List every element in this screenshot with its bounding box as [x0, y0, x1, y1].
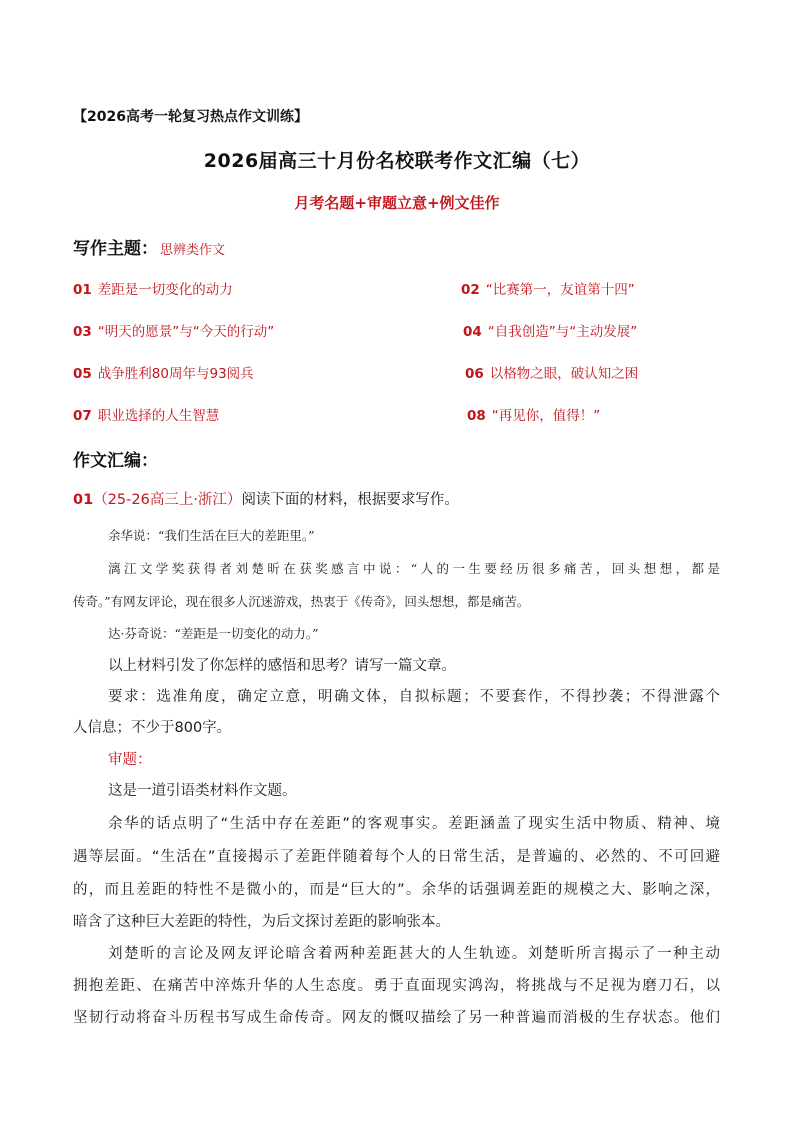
topic-number: 06 — [465, 366, 484, 382]
compilation-heading: 作文汇编： — [73, 451, 158, 471]
analysis-line: 余华的话点明了“生活中存在差距”的客观事实。差距涵盖了现实生活中物质、精神、境 — [108, 816, 720, 832]
page-subtitle: 月考名题+审题立意+例文佳作 — [294, 194, 500, 212]
topic-number: 05 — [73, 366, 92, 382]
analysis-line: 坚韧行动将奋斗历程书写成生命传奇。网友的慨叹描绘了另一种普遍而消极的生存状态。他们 — [73, 1010, 720, 1026]
topic-number: 08 — [467, 408, 486, 424]
topic-item — [461, 278, 635, 298]
topic-text: “再见你，值得！” — [491, 408, 601, 424]
analysis-label: 审题： — [108, 752, 152, 768]
topic-item — [73, 278, 233, 298]
topic-item — [467, 404, 600, 424]
page-title: 2026届高三十月份名校联考作文汇编（七） — [203, 150, 591, 172]
writing-theme — [73, 234, 225, 259]
topic-text: 战争胜利80周年与93阅兵 — [97, 366, 254, 382]
material-quote: 传奇。”有网友评论，现在很多人沉迷游戏，热衷于《传奇》，回头想想，都是痛苦。 — [73, 594, 530, 609]
requirement-line: 要求：选准角度，确定立意，明确文体，自拟标题；不要套作，不得抄袭；不得泄露个 — [108, 689, 720, 705]
topic-text: “自我创造”与“主动发展” — [487, 324, 638, 340]
analysis-line: 暗含了这种巨大差距的特性，为后文探讨差距的影响张本。 — [73, 914, 450, 930]
topic-number: 04 — [463, 324, 482, 340]
material-quote: 余华说：“我们生活在巨大的差距里。” — [108, 528, 315, 543]
topic-item — [73, 404, 219, 424]
analysis-line: 拥抱差距、在痛苦中淬炼升华的人生态度。勇于直面现实鸿沟，将挑战与不足视为磨刀石，以 — [73, 978, 720, 994]
topic-item — [73, 320, 274, 340]
question-line — [73, 488, 459, 509]
topic-text: 差距是一切变化的动力 — [97, 282, 233, 298]
topic-text: 职业选择的人生智慧 — [97, 408, 220, 424]
question-source: （25-26高三上·浙江） — [93, 492, 242, 508]
series-tag: 【2026高考一轮复习热点作文训练】 — [73, 109, 308, 125]
topic-item — [465, 362, 638, 382]
topic-item — [73, 362, 254, 382]
requirement-line: 人信息；不少于800字。 — [73, 720, 232, 736]
question-instruction: 阅读下面的材料，根据要求写作。 — [241, 492, 459, 508]
topic-item — [463, 320, 637, 340]
topic-number: 03 — [73, 324, 92, 340]
topic-number: 07 — [73, 408, 92, 424]
question-number: 01 — [73, 492, 94, 508]
topic-text: 以格物之眼，破认知之困 — [489, 366, 639, 382]
topic-number: 02 — [461, 282, 480, 298]
material-quote: 漓江文学奖获得者刘楚昕在获奖感言中说：“人的一生要经历很多痛苦，回头想想，都是 — [108, 561, 720, 576]
writing-prompt: 以上材料引发了你怎样的感悟和思考？请写一篇文章。 — [108, 658, 456, 674]
topic-text: “比赛第一，友谊第十四” — [485, 282, 635, 298]
analysis-line: 这是一道引语类材料作文题。 — [108, 783, 297, 799]
material-quote: 达·芬奇说：“差距是一切变化的动力。” — [108, 626, 319, 641]
theme-value: 思辨类作文 — [160, 243, 226, 258]
topic-number: 01 — [73, 282, 92, 298]
analysis-line: 的，而且差距的特性不是微小的，而是“巨大的”。余华的话强调差距的规模之大、影响之深， — [73, 882, 720, 898]
theme-label: 写作主题： — [73, 239, 158, 259]
analysis-line: 刘楚昕的言论及网友评论暗含着两种差距甚大的人生轨迹。刘楚昕所言揭示了一种主动 — [108, 946, 720, 962]
topic-text: “明天的愿景”与“今天的行动” — [97, 324, 275, 340]
analysis-line: 遇等层面。“生活在”直接揭示了差距伴随着每个人的日常生活，是普遍的、必然的、不可回避 — [73, 849, 720, 865]
